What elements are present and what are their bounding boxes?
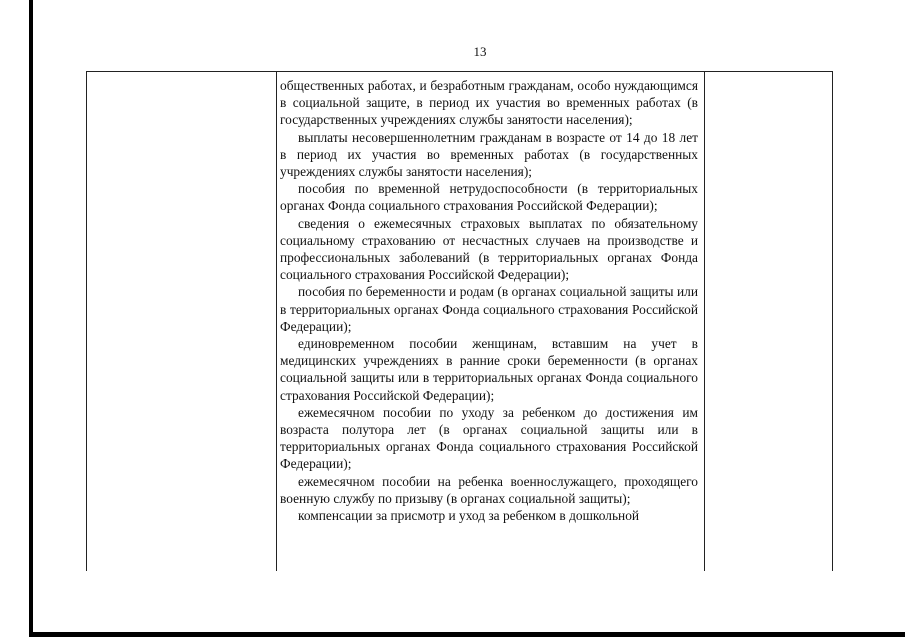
paragraph: единовременном пособии женщинам, вставшим на учет в медицинских учреждениях в ранние сроки беременности (в органах социальной защиты или в территориальных органах Фонда социального страхования Российской Федерации); <box>280 336 698 403</box>
paragraph: пособия по временной нетрудоспособности (в территориальных органах Фонда социального страхования Российской Федерации); <box>280 181 698 214</box>
table-text-column <box>280 77 698 524</box>
table-top-border <box>86 71 833 72</box>
paragraph: общественных работах, и безработным гражданам, особо нуждающимся в социальной защите, в период их участия во временных работах (в государственных учреждениях службы занятости населения); <box>280 78 698 128</box>
paragraph: выплаты несовершеннолетним гражданам в возрасте от 14 до 18 лет в период их участия во временных работах (в государственных учреждениях службы занятости населения); <box>280 129 698 180</box>
paragraph: компенсации за присмотр и уход за ребенком в дошкольной <box>298 508 640 524</box>
scan-left-border <box>29 0 33 637</box>
page-number: 13 <box>473 44 487 59</box>
paragraph: пособия по беременности и родам (в органах социальной защиты или в территориальных органах Фонда социального страхования Российской Федерации); <box>280 284 698 334</box>
table-column-border-1 <box>276 71 277 571</box>
table-column-border-2 <box>704 71 705 571</box>
table-column-border-right <box>832 71 833 571</box>
paragraph: ежемесячном пособии на ребенка военнослужащего, проходящего военную службу по призыву (в органах социальной защиты); <box>280 473 698 506</box>
paragraph: ежемесячном пособии по уходу за ребенком до достижения им возраста полутора лет (в органах социальной защиты или в территориальных органах Фонда социального страхования Российской Федерации); <box>280 404 698 472</box>
table-column-border-left <box>86 71 87 571</box>
paragraph: сведения о ежемесячных страховых выплатах по обязательному социальному страхованию от несчастных случаев на производстве и профессиональных заболеваний (в территориальных органах Фонда социального страхования Российской Федерации); <box>280 215 698 283</box>
